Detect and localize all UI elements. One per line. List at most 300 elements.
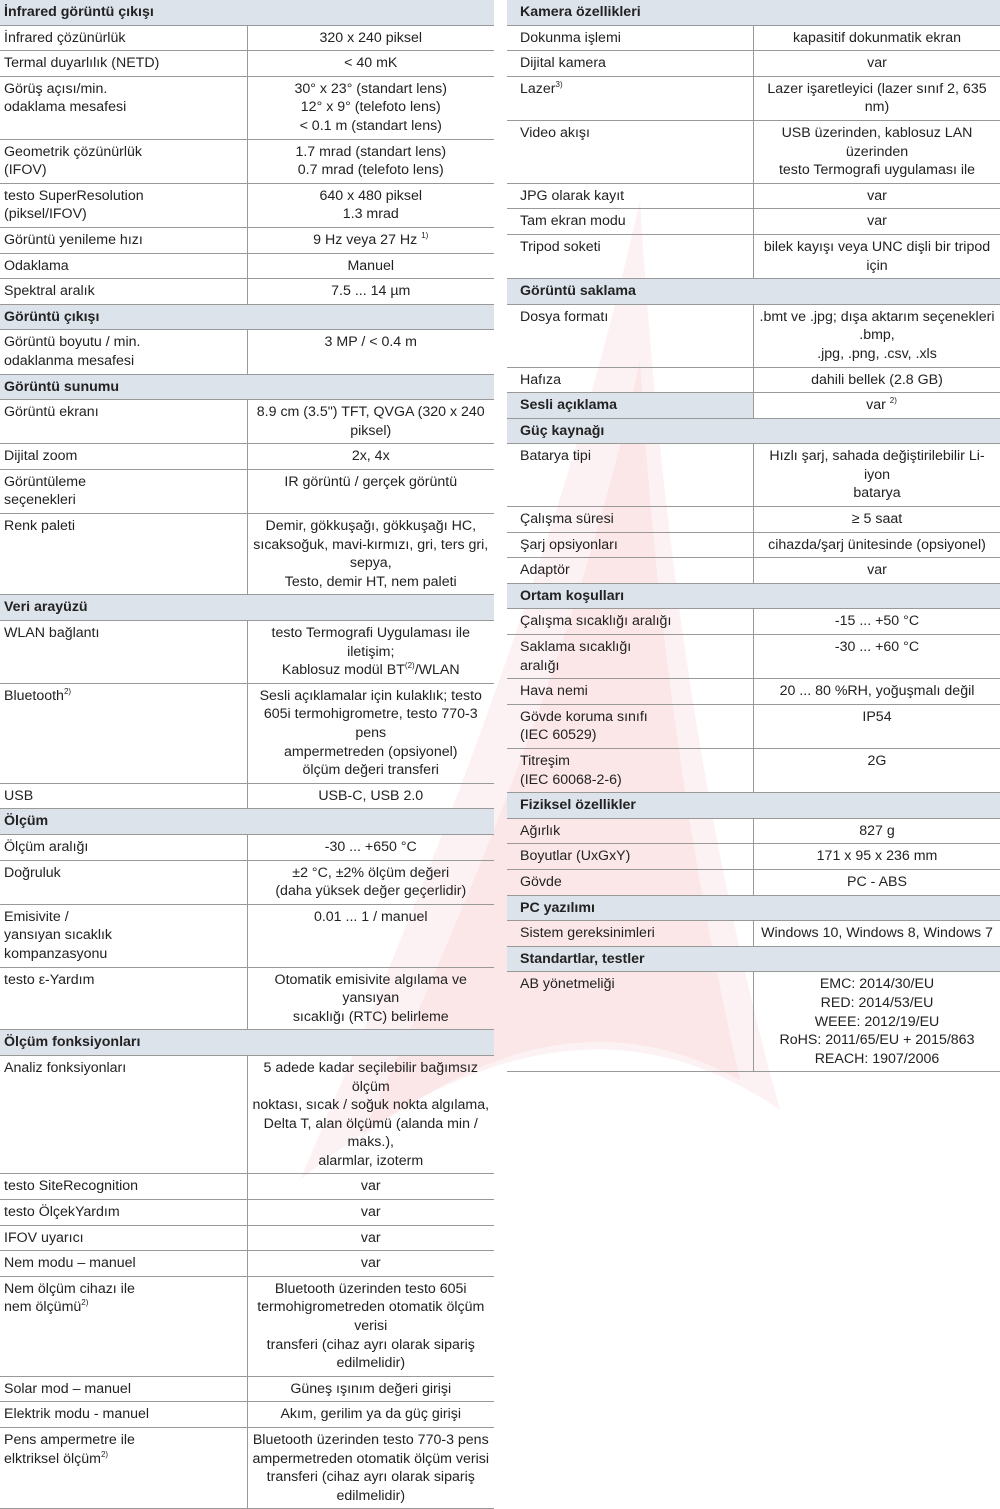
spec-value-text: 320 x 240 piksel <box>319 30 422 46</box>
spec-value-text: testo Termografi Uygulaması ile iletişim; Kablosuz modül BT$^{(2)}$/WLAN <box>272 625 470 678</box>
section-title: Güç kaynağı <box>507 418 1000 444</box>
spec-value-text: var <box>361 1255 381 1271</box>
spec-value-text: Bluetooth üzerinden testo 605i termohigrometreden otomatik ölçüm verisi transferi (cihaz ayrı olarak sipariş edilmelidir) <box>257 1281 484 1371</box>
spec-value-text: 30° x 23° (standart lens) 12° x 9° (telefoto lens) < 0.1 m (standart lens) <box>294 81 447 134</box>
spec-row <box>507 120 1000 183</box>
spec-row <box>0 400 494 444</box>
spec-value-text: var <box>866 397 886 413</box>
spec-row <box>0 514 494 595</box>
spec-value-text: 640 x 480 piksel 1.3 mrad <box>319 188 422 223</box>
spec-label <box>0 183 247 227</box>
spec-row <box>0 25 494 51</box>
spec-value <box>754 507 1000 533</box>
spec-label-text: IFOV uyarıcı <box>4 1230 84 1246</box>
spec-row <box>0 253 494 279</box>
spec-row <box>507 209 1000 235</box>
spec-value <box>247 253 494 279</box>
spec-label <box>0 904 247 967</box>
spec-value <box>247 469 494 513</box>
spec-row <box>507 183 1000 209</box>
section-header <box>0 1030 494 1056</box>
footnote-mark: 2) <box>81 1298 88 1307</box>
spec-label <box>507 367 754 393</box>
spec-label <box>507 183 754 209</box>
spec-row <box>507 304 1000 367</box>
spec-row <box>0 834 494 860</box>
spec-label <box>507 972 754 1072</box>
spec-label <box>507 704 754 748</box>
spec-row <box>507 749 1000 793</box>
spec-value-text: var <box>867 55 887 71</box>
section-header <box>0 374 494 400</box>
spec-value <box>754 679 1000 705</box>
spec-value-text: 827 g <box>859 823 895 839</box>
spec-label <box>0 400 247 444</box>
spec-row <box>0 1200 494 1226</box>
spec-label-text: Tam ekran modu <box>520 213 626 229</box>
spec-label <box>0 834 247 860</box>
footnote-mark: 1) <box>421 231 428 240</box>
spec-label <box>0 1055 247 1174</box>
spec-label <box>507 869 754 895</box>
spec-row <box>507 704 1000 748</box>
spec-row <box>507 869 1000 895</box>
spec-value-text: IP54 <box>862 709 891 725</box>
spec-row <box>507 972 1000 1072</box>
spec-label <box>0 330 247 374</box>
spec-value <box>247 514 494 595</box>
footnote-mark: 2) <box>101 1450 108 1459</box>
spec-value-text: 0.01 ... 1 / manuel <box>314 909 428 925</box>
section-header <box>0 304 494 330</box>
spec-label-text: Analiz fonksiyonları <box>4 1060 126 1076</box>
spec-label <box>507 844 754 870</box>
spec-value <box>247 51 494 77</box>
spec-label <box>0 469 247 513</box>
spec-label <box>0 444 247 470</box>
spec-row <box>507 679 1000 705</box>
spec-label-text: AB yönetmeliği <box>520 976 615 992</box>
spec-value-text: Akım, gerilim ya da güç girişi <box>280 1406 461 1422</box>
left-spec-table <box>0 0 494 1509</box>
spec-value <box>247 1376 494 1402</box>
spec-label <box>507 507 754 533</box>
spec-row <box>0 1251 494 1277</box>
spec-value <box>247 1055 494 1174</box>
spec-value <box>247 1251 494 1277</box>
section-header <box>507 583 1000 609</box>
spec-row <box>507 635 1000 679</box>
spec-row <box>507 609 1000 635</box>
spec-value <box>247 444 494 470</box>
spec-row <box>0 330 494 374</box>
spec-value <box>247 227 494 253</box>
section-title: Ölçüm fonksiyonları <box>0 1030 494 1056</box>
spec-row <box>0 1174 494 1200</box>
spec-value-text: ±2 °C, ±2% ölçüm değeri (daha yüksek değer geçerlidir) <box>275 865 466 900</box>
spec-label-text: testo SiteRecognition <box>4 1178 138 1194</box>
spec-value <box>754 972 1000 1072</box>
spec-label-text: Saklama sıcaklığı aralığı <box>520 639 631 674</box>
spec-label <box>0 25 247 51</box>
spec-value <box>247 621 494 684</box>
spec-row <box>0 1428 494 1509</box>
spec-value <box>754 393 1000 419</box>
spec-label-text: testo SuperResolution (piksel/IFOV) <box>4 188 144 223</box>
spec-value <box>754 51 1000 77</box>
spec-value <box>754 304 1000 367</box>
spec-label-text: Renk paleti <box>4 518 75 534</box>
spec-value-text: 2G <box>868 753 887 769</box>
spec-label <box>0 227 247 253</box>
spec-row <box>507 921 1000 947</box>
spec-label-text: Geometrik çözünürlük (IFOV) <box>4 144 142 179</box>
spec-row <box>507 532 1000 558</box>
spec-label-text: Boyutlar (UxGxY) <box>520 848 630 864</box>
spec-value <box>247 1225 494 1251</box>
spec-value <box>247 139 494 183</box>
spec-label <box>0 1174 247 1200</box>
spec-value-text: 7.5 ... 14 µm <box>331 283 410 299</box>
section-title: Standartlar, testler <box>507 946 1000 972</box>
footnote-mark: 2) <box>890 396 897 405</box>
spec-label <box>507 749 754 793</box>
spec-label <box>507 120 754 183</box>
spec-value-text: var <box>361 1178 381 1194</box>
spec-value-text: Otomatik emisivite algılama ve yansıyan sıcaklığı (RTC) belirleme <box>275 972 467 1025</box>
spec-value-text: var <box>361 1204 381 1220</box>
spec-label <box>0 783 247 809</box>
spec-label-text: Ağırlık <box>520 823 560 839</box>
spec-value-text: 3 MP / < 0.4 m <box>325 334 417 350</box>
spec-label <box>0 139 247 183</box>
spec-value-text: bilek kayışı veya UNC dişli bir tripod için <box>764 239 990 274</box>
section-title: Fiziksel özellikler <box>507 793 1000 819</box>
spec-label <box>0 621 247 684</box>
spec-value <box>247 330 494 374</box>
spec-label-text: İnfrared çözünürlük <box>4 30 125 46</box>
spec-label-text: Çalışma süresi <box>520 511 614 527</box>
spec-label <box>507 76 754 120</box>
section-title: Görüntü sunumu <box>0 374 494 400</box>
section-header <box>0 809 494 835</box>
spec-value-text: EMC: 2014/30/EU RED: 2014/53/EU WEEE: 2012/19/EU RoHS: 2011/65/EU + 2015/863 REACH: 1907/2006 <box>780 976 975 1066</box>
spec-value-text: ≥ 5 saat <box>852 511 902 527</box>
spec-value-text: 2x, 4x <box>352 448 390 464</box>
section-header <box>507 418 1000 444</box>
spec-row <box>507 558 1000 584</box>
spec-value-text: cihazda/şarj ünitesinde (opsiyonel) <box>768 537 986 553</box>
spec-label-text: Dokunma işlemi <box>520 30 621 46</box>
spec-label-text: Görüntü yenileme hızı <box>4 232 143 248</box>
spec-label <box>0 1200 247 1226</box>
spec-value <box>754 818 1000 844</box>
spec-label-text: Hava nemi <box>520 683 588 699</box>
spec-row <box>507 444 1000 507</box>
spec-label-text: testo ε-Yardım <box>4 972 94 988</box>
spec-row <box>507 367 1000 393</box>
spec-value-text: -15 ... +50 °C <box>835 613 919 629</box>
spec-label-text: Şarj opsiyonları <box>520 537 618 553</box>
spec-value-text: var <box>867 562 887 578</box>
spec-value-text: var <box>361 1230 381 1246</box>
spec-row <box>0 227 494 253</box>
section-header <box>507 895 1000 921</box>
spec-label-text: Termal duyarlılık (NETD) <box>4 55 159 71</box>
spec-value <box>247 860 494 904</box>
spec-row <box>0 444 494 470</box>
spec-label-text: Sistem gereksinimleri <box>520 925 655 941</box>
spec-row <box>0 51 494 77</box>
spec-value <box>247 183 494 227</box>
spec-label <box>0 253 247 279</box>
spec-row <box>0 683 494 783</box>
spec-label <box>507 609 754 635</box>
spec-row <box>507 76 1000 120</box>
spec-value-text: 8.9 cm (3.5") TFT, QVGA (320 x 240 piksel) <box>257 404 485 439</box>
spec-row <box>507 51 1000 77</box>
spec-value <box>247 1428 494 1509</box>
spec-row <box>0 1276 494 1376</box>
spec-row <box>0 1376 494 1402</box>
spec-label-text: testo ÖlçekYardım <box>4 1204 120 1220</box>
spec-row <box>0 1402 494 1428</box>
spec-row <box>507 844 1000 870</box>
spec-label-text: Dijital kamera <box>520 55 606 71</box>
section-title: Görüntü çıkışı <box>0 304 494 330</box>
section-title: PC yazılımı <box>507 895 1000 921</box>
spec-row <box>0 1055 494 1174</box>
spec-label-text: Dijital zoom <box>4 448 77 464</box>
spec-value-text: dahili bellek (2.8 GB) <box>811 372 943 388</box>
spec-value <box>247 76 494 139</box>
spec-row <box>0 1225 494 1251</box>
spec-value <box>247 834 494 860</box>
spec-label-text: Adaptör <box>520 562 570 578</box>
right-spec-column <box>507 0 1000 1072</box>
spec-label <box>507 635 754 679</box>
section-title: Veri arayüzü <box>0 595 494 621</box>
spec-value-text: -30 ... +60 °C <box>835 639 919 655</box>
spec-row <box>0 76 494 139</box>
spec-label <box>0 1225 247 1251</box>
spec-label <box>507 532 754 558</box>
spec-value <box>754 869 1000 895</box>
spec-value-text: Windows 10, Windows 8, Windows 7 <box>761 925 993 941</box>
spec-label <box>507 25 754 51</box>
spec-label-text: USB <box>4 788 33 804</box>
spec-label-text: Pens ampermetre ile elktriksel ölçüm <box>4 1432 135 1467</box>
spec-value <box>754 120 1000 183</box>
footnote-mark: 2) <box>64 687 71 696</box>
section-title: Ölçüm <box>0 809 494 835</box>
section-header <box>507 946 1000 972</box>
spec-value <box>247 783 494 809</box>
spec-value-text: var <box>867 213 887 229</box>
spec-value-text: USB-C, USB 2.0 <box>318 788 423 804</box>
spec-value <box>247 1200 494 1226</box>
spec-value <box>754 25 1000 51</box>
spec-value-text: 1.7 mrad (standart lens) 0.7 mrad (telefoto lens) <box>295 144 446 179</box>
spec-label <box>507 209 754 235</box>
spec-label <box>507 921 754 947</box>
spec-label-text: Çalışma sıcaklığı aralığı <box>520 613 671 629</box>
section-title: Ortam koşulları <box>507 583 1000 609</box>
spec-label-text: Lazer <box>520 81 556 97</box>
spec-label <box>507 234 754 278</box>
spec-value <box>754 234 1000 278</box>
spec-label <box>0 683 247 783</box>
spec-row <box>0 279 494 305</box>
spec-row <box>0 469 494 513</box>
spec-label-text: Nem ölçüm cihazı ile nem ölçümü <box>4 1281 135 1316</box>
spec-label-text: Görüntüleme seçenekleri <box>4 474 86 509</box>
spec-label-text: Doğruluk <box>4 865 61 881</box>
spec-label <box>507 393 754 419</box>
spec-value <box>754 76 1000 120</box>
spec-value-text: < 40 mK <box>344 55 397 71</box>
spec-row <box>0 183 494 227</box>
spec-label <box>0 1428 247 1509</box>
spec-value-text: Hızlı şarj, sahada değiştirilebilir Li-iyon batarya <box>769 448 984 501</box>
spec-label-text: Video akışı <box>520 125 590 141</box>
spec-row <box>507 234 1000 278</box>
spec-label <box>0 1402 247 1428</box>
spec-value <box>247 400 494 444</box>
spec-value <box>247 904 494 967</box>
left-spec-column <box>0 0 494 1509</box>
spec-label-text: Odaklama <box>4 258 69 274</box>
spec-row <box>0 860 494 904</box>
spec-row <box>507 25 1000 51</box>
spec-value <box>754 609 1000 635</box>
spec-value <box>247 279 494 305</box>
spec-value-text: 171 x 95 x 236 mm <box>817 848 938 864</box>
spec-label <box>0 51 247 77</box>
spec-label-text: Spektral aralık <box>4 283 95 299</box>
spec-label-text: Batarya tipi <box>520 448 591 464</box>
spec-label-text: Ölçüm aralığı <box>4 839 88 855</box>
spec-value-text: kapasitif dokunmatik ekran <box>793 30 961 46</box>
spec-value <box>754 444 1000 507</box>
spec-label <box>507 444 754 507</box>
spec-label <box>507 304 754 367</box>
spec-value-text: USB üzerinden, kablosuz LAN üzerinden testo Termografi uygulaması ile <box>779 125 975 178</box>
spec-label-text: Nem modu – manuel <box>4 1255 136 1271</box>
spec-value-text: IR görüntü / gerçek görüntü <box>284 474 457 490</box>
spec-row <box>507 818 1000 844</box>
spec-label-text: Gövde koruma sınıfı (IEC 60529) <box>520 709 648 744</box>
section-header <box>507 793 1000 819</box>
spec-value-text: Sesli açıklamalar için kulaklık; testo 605i termohigrometre, testo 770-3 pens ampermetreden (opsiyonel) ölçüm değeri transferi <box>260 688 482 778</box>
spec-value <box>754 704 1000 748</box>
spec-label-text: Elektrik modu - manuel <box>4 1406 149 1422</box>
spec-value <box>754 532 1000 558</box>
spec-label <box>0 1276 247 1376</box>
spec-value-text: Lazer işaretleyici (lazer sınıf 2, 635 nm) <box>767 81 986 116</box>
spec-value <box>247 1174 494 1200</box>
spec-label <box>0 76 247 139</box>
spec-value <box>247 1402 494 1428</box>
section-title: İnfrared görüntü çıkışı <box>0 0 494 25</box>
spec-label-text: JPG olarak kayıt <box>520 188 624 204</box>
spec-row <box>0 621 494 684</box>
spec-value <box>754 749 1000 793</box>
spec-label <box>0 279 247 305</box>
spec-value <box>247 25 494 51</box>
spec-label <box>0 1251 247 1277</box>
spec-label-text: Gövde <box>520 874 562 890</box>
spec-label <box>507 679 754 705</box>
spec-value-text: .bmt ve .jpg; dışa aktarım seçenekleri .bmp, .jpg, .png, .csv, .xls <box>760 309 995 362</box>
spec-value <box>754 209 1000 235</box>
spec-row <box>0 139 494 183</box>
spec-value-text: Bluetooth üzerinden testo 770-3 pens ampermetreden otomatik ölçüm verisi transferi (cihaz ayrı olarak sipariş edilmelidir) <box>252 1432 489 1504</box>
spec-label <box>507 558 754 584</box>
spec-label <box>0 967 247 1030</box>
spec-label-text: Emisivite / yansıyan sıcaklık kompanzasyonu <box>4 909 112 962</box>
spec-label <box>0 1376 247 1402</box>
section-header-with-value <box>507 393 1000 419</box>
spec-value <box>247 967 494 1030</box>
spec-label <box>507 818 754 844</box>
spec-value <box>754 844 1000 870</box>
spec-label-text: Görüntü boyutu / min. odaklanma mesafesi <box>4 334 140 369</box>
section-header <box>0 595 494 621</box>
spec-label-text: Görüntü ekranı <box>4 404 99 420</box>
spec-value-text: 5 adede kadar seçilebilir bağımsız ölçüm noktası, sıcak / soğuk nokta algılama, Delta T, alan ölçümü (alanda min / maks.), alarmlar, izoterm <box>252 1060 489 1169</box>
spec-value-text: var <box>867 188 887 204</box>
section-title: Kamera özellikleri <box>507 0 1000 25</box>
spec-value <box>754 367 1000 393</box>
spec-value <box>754 635 1000 679</box>
spec-label-text: Hafıza <box>520 372 561 388</box>
spec-label <box>507 51 754 77</box>
spec-row <box>0 783 494 809</box>
spec-label-text: WLAN bağlantı <box>4 625 99 641</box>
spec-label-text: Dosya formatı <box>520 309 608 325</box>
spec-value <box>754 183 1000 209</box>
spec-value-text: -30 ... +650 °C <box>325 839 417 855</box>
section-header <box>507 279 1000 305</box>
spec-value-text: PC - ABS <box>847 874 907 890</box>
spec-label <box>0 514 247 595</box>
section-title: Görüntü saklama <box>507 279 1000 305</box>
spec-value <box>754 558 1000 584</box>
spec-value-text: Güneş ışınım değeri girişi <box>290 1381 451 1397</box>
spec-value-text: Demir, gökkuşağı, gökkuşağı HC, sıcaksoğuk, mavi-kırmızı, gri, ters gri, sepya, Testo, demir HT, nem paleti <box>253 518 488 590</box>
spec-row <box>0 904 494 967</box>
spec-label-text: Bluetooth <box>4 688 64 704</box>
spec-value <box>754 921 1000 947</box>
spec-value <box>247 683 494 783</box>
spec-value-text: 20 ... 80 %RH, yoğuşmalı değil <box>780 683 975 699</box>
section-header <box>507 0 1000 25</box>
section-header <box>0 0 494 25</box>
spec-label <box>0 860 247 904</box>
spec-label-text: Tripod soketi <box>520 239 601 255</box>
spec-value-text: 9 Hz veya 27 Hz <box>313 232 417 248</box>
spec-label-text: Sesli açıklama <box>520 397 617 413</box>
spec-label-text: Titreşim (IEC 60068-2-6) <box>520 753 622 788</box>
spec-value <box>247 1276 494 1376</box>
right-spec-table <box>507 0 1000 1072</box>
spec-row <box>0 967 494 1030</box>
footnote-mark: 3) <box>556 80 563 89</box>
spec-value-text: Manuel <box>347 258 394 274</box>
spec-label-text: Solar mod – manuel <box>4 1381 131 1397</box>
spec-label-text: Görüş açısı/min. odaklama mesafesi <box>4 81 126 116</box>
